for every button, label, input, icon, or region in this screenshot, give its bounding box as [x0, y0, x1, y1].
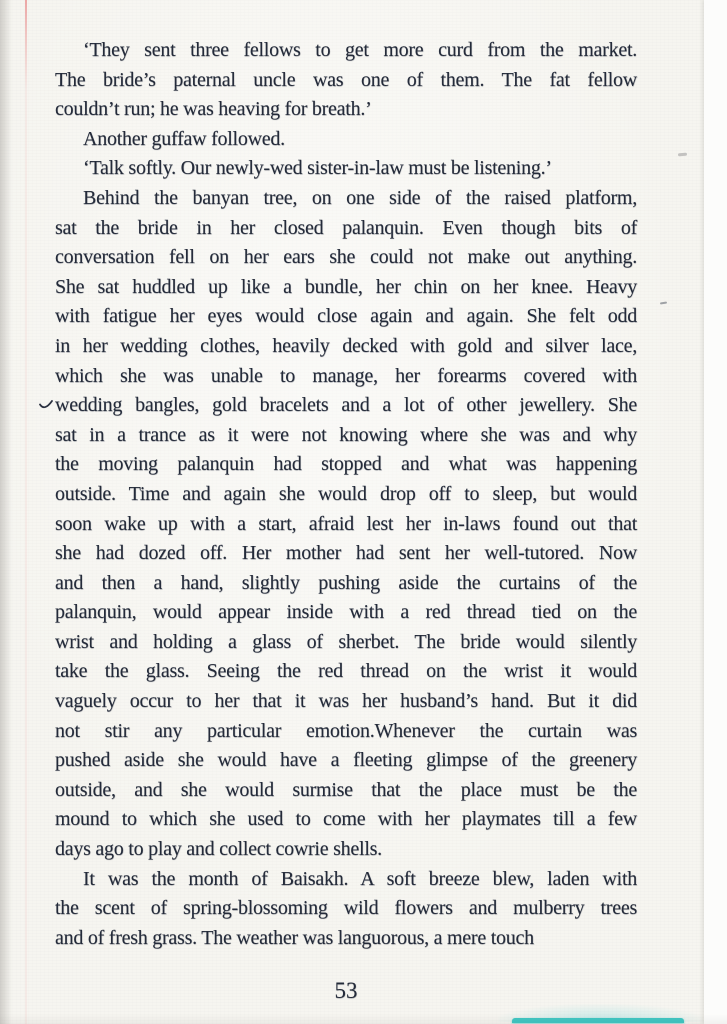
body-text-block [55, 36, 637, 953]
text-line: palanquin, would appear inside with a red thread tied on the [55, 601, 637, 624]
text-line: conversation fell on her ears she could not make out anything. [55, 246, 637, 269]
bottom-edge-shade [0, 1014, 727, 1024]
text-line: which she was unable to manage, her forearms covered with [55, 364, 637, 387]
text-line: days ago to play and collect cowrie shells. [55, 838, 382, 861]
paragraph [55, 36, 637, 125]
text-line: Another guffaw followed. [83, 127, 285, 150]
text-line: she had dozed off. Her mother had sent her well-tutored. Now [55, 542, 637, 565]
text-line: the moving palanquin had stopped and what was happening [55, 453, 637, 476]
text-line: mound to which she used to come with her playmates till a few [55, 808, 637, 831]
text-line: couldn’t run; he was heaving for breath.’ [55, 98, 372, 121]
text-line: pushed aside she would have a fleeting glimpse of the greenery [55, 749, 637, 772]
text-line: in her wedding clothes, heavily decked with gold and silver lace, [55, 334, 637, 357]
pink-page-edge-line [25, 0, 27, 1024]
margin-hook-mark [39, 399, 54, 412]
text-line: The bride’s paternal uncle was one of them. The fat fellow [55, 68, 637, 91]
scan-gutter-shadow [0, 0, 12, 1024]
scan-edge-right [704, 0, 727, 1024]
text-line: take the glass. Seeing the red thread on the wrist it would [55, 660, 637, 683]
text-line: soon wake up with a start, afraid lest her in-laws found out that [55, 512, 637, 535]
paragraph [55, 865, 637, 954]
paragraph [55, 154, 637, 184]
scan-smudge [678, 153, 687, 157]
text-line: outside, and she would surmise that the place must be the [55, 778, 637, 801]
paragraph [55, 184, 637, 865]
text-line: with fatigue her eyes would close again and again. She felt odd [55, 305, 637, 328]
text-line: wedding bangles, gold bracelets and a lot of other jewellery. She [55, 394, 637, 417]
text-line: wrist and holding a glass of sherbet. The bride would silently [55, 630, 637, 653]
text-line: Behind the banyan tree, on one side of the raised platform, [83, 186, 637, 209]
text-line: sat the bride in her closed palanquin. Even though bits of [55, 216, 637, 239]
text-line: ‘Talk softly. Our newly-wed sister-in-law must be listening.’ [83, 157, 552, 180]
text-line: not stir any particular emotion.Whenever the curtain was [55, 719, 637, 742]
text-line: She sat huddled up like a bundle, her chin on her knee. Heavy [55, 275, 637, 298]
text-line: outside. Time and again she would drop off to sleep, but would [55, 482, 637, 505]
page-number: 53 [334, 978, 358, 1003]
text-line: It was the month of Baisakh. A soft breeze blew, laden with [83, 867, 637, 890]
text-line: the scent of spring-blossoming wild flowers and mulberry trees [55, 897, 637, 920]
scan-speck [660, 302, 667, 305]
text-line: ‘They sent three fellows to get more curd from the market. [83, 39, 637, 61]
text-line: vaguely occur to her that it was her husband’s hand. But it did [55, 690, 637, 713]
paragraph [55, 125, 637, 155]
text-line: and then a hand, slightly pushing aside the curtains of the [55, 571, 637, 594]
text-line: sat in a trance as it were not knowing where she was and why [55, 423, 637, 446]
text-line: and of fresh grass. The weather was languorous, a mere touch [55, 926, 534, 949]
